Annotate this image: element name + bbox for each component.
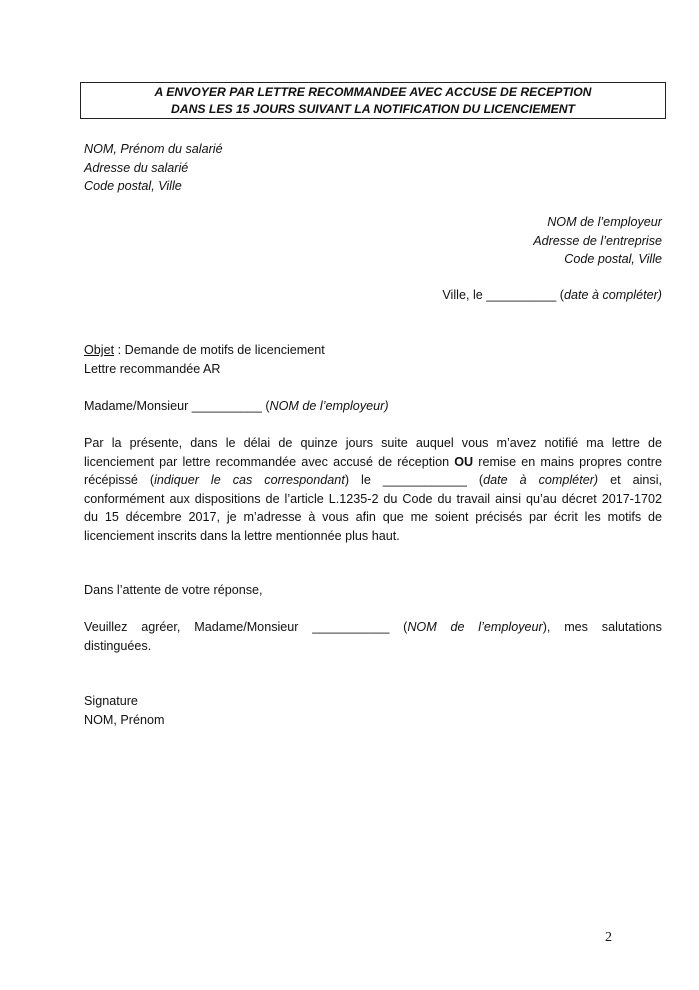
- subject-block: [84, 341, 662, 378]
- closing-line-1-hint: NOM de l’employeur: [407, 620, 543, 634]
- body-line-3-c: et ainsi,: [598, 473, 662, 487]
- salutation-line: [84, 397, 662, 416]
- salutation-hint: NOM de l’employeur): [269, 399, 389, 413]
- closing-waiting-text: Dans l’attente de votre réponse,: [84, 583, 263, 597]
- sender-address: Adresse du salarié: [84, 160, 189, 175]
- sender-name: NOM, Prénom du salarié: [84, 142, 223, 156]
- subject-text: : Demande de motifs de licenciement: [114, 343, 325, 357]
- signature-name: NOM, Prénom: [84, 712, 165, 727]
- header-instructions-box: [80, 82, 666, 119]
- body-line-1: Par la présente, dans le délai de quinze jours suite auquel vous m’avez notifié ma lettre de: [84, 436, 662, 450]
- signature-label: Signature: [84, 694, 138, 708]
- date-hint: date à compléter: [563, 288, 658, 302]
- recipient-name: NOM de l’employeur: [547, 215, 662, 229]
- body-line-3-hint-2: date à compléter): [483, 473, 599, 487]
- body-line-3-a: récépissé (: [84, 473, 155, 487]
- closing-formula: [84, 618, 662, 655]
- body-line-3-hint-1: indiquer le cas correspondant: [154, 473, 345, 487]
- closing-line-1-a: Veuillez agréer, Madame/Monsieur ___________ (: [84, 620, 408, 634]
- page-number: 2: [605, 930, 612, 945]
- header-line-1: A ENVOYER PAR LETTRE RECOMMANDEE AVEC ACCUSE DE RECEPTION: [154, 85, 592, 99]
- body-line-2-a: licenciement par lettre recommandée avec accusé de réception: [84, 454, 455, 469]
- subject-label: Objet: [84, 343, 115, 357]
- body-line-2: [84, 453, 662, 472]
- sender-city: Code postal, Ville: [84, 179, 182, 193]
- body-paragraph: [84, 434, 662, 545]
- body-line-3-b: ) le ____________ (: [344, 473, 484, 487]
- recipient-address: Adresse de l’entreprise: [533, 233, 662, 248]
- date-line: [84, 286, 662, 305]
- body-line-4: conformément aux dispositions de l’article L.1235-2 du Code du travail ainsi qu’au décret 2017-1702: [84, 491, 662, 506]
- closing-line-2: distinguées.: [84, 638, 152, 653]
- subject-line-2: Lettre recommandée AR: [84, 361, 221, 376]
- date-prefix: Ville, le __________ (: [442, 288, 564, 302]
- date-suffix: ): [657, 288, 662, 302]
- recipient-city: Code postal, Ville: [564, 252, 662, 266]
- body-line-2-or: OU: [454, 454, 474, 469]
- closing-line-1-b: ), mes salutations: [542, 620, 662, 634]
- salutation-prefix: Madame/Monsieur __________ (: [84, 399, 270, 413]
- body-line-6: licenciement inscrits dans la lettre mentionnée plus haut.: [84, 528, 400, 543]
- closing-waiting: [84, 581, 662, 600]
- recipient-block: [84, 213, 662, 269]
- header-line-2: DANS LES 15 JOURS SUIVANT LA NOTIFICATION DU LICENCIEMENT: [170, 101, 575, 116]
- body-line-2-b: remise en mains propres contre: [473, 454, 662, 469]
- signature-block: [84, 692, 662, 729]
- sender-block: [84, 140, 662, 196]
- subject-line: [84, 341, 662, 360]
- body-line-5: du 15 décembre 2017, je m’adresse à vous afin que me soient précisés par écrit les motifs de: [84, 510, 662, 524]
- closing-line-1: [84, 618, 662, 637]
- body-line-3: [84, 471, 662, 490]
